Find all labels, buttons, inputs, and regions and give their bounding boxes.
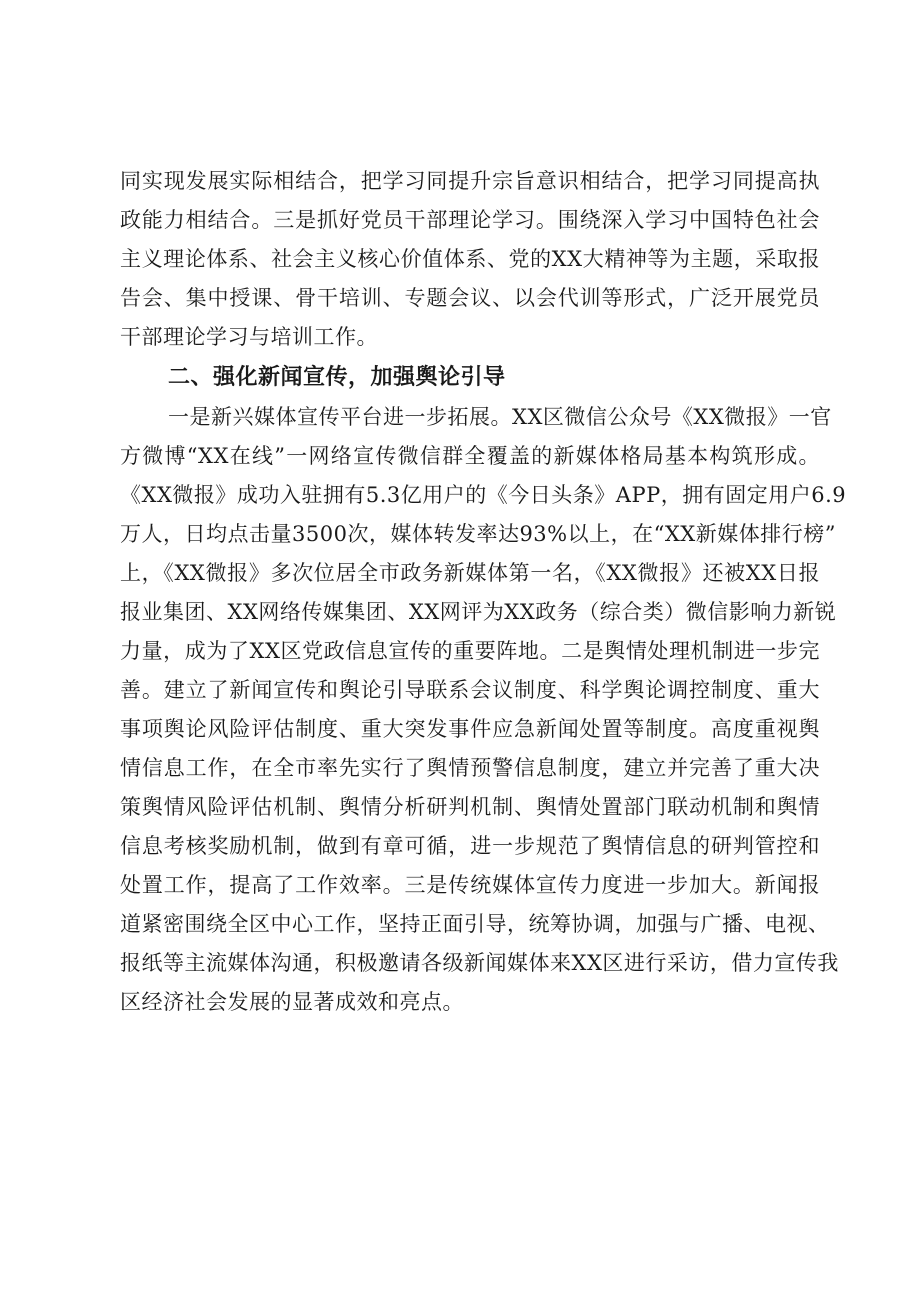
paragraph-2-line: 《XX微报》成功入驻拥有5.3亿用户的《今日头条》APP，拥有固定用户6.9 — [120, 483, 847, 507]
paragraph-1-line: 主义理论体系、社会主义核心价值体系、党的XX大精神等为主题，采取报 — [120, 247, 820, 271]
paragraph-1-line: 告会、集中授课、骨干培训、专题会议、以会代训等形式，广泛开展党员 — [120, 286, 820, 310]
paragraph-2-line: 万人，日均点击量3500次，媒体转发率达93%以上，在“XX新媒体排行榜” — [120, 522, 836, 546]
paragraph-2-line: 方微博“XX在线”一网络宣传微信群全覆盖的新媒体格局基本构筑形成。 — [120, 444, 820, 468]
paragraph-2-line: 报纸等主流媒体沟通，积极邀请各级新闻媒体来XX区进行采访，借力宣传我 — [120, 951, 839, 975]
paragraph-2-line: 信息考核奖励机制，做到有章可循，进一步规范了舆情信息的研判管控和 — [120, 834, 820, 858]
paragraph-2-line: 一是新兴媒体宣传平台进一步拓展。XX区微信公众号《XX微报》一官 — [168, 405, 832, 429]
section-heading: 二、强化新闻宣传，加强舆论引导 — [168, 365, 506, 390]
paragraph-2-line: 上，《XX微报》多次位居全市政务新媒体第一名，《XX微报》还被XX日报 — [120, 561, 820, 585]
paragraph-1-line: 干部理论学习与培训工作。 — [120, 325, 378, 349]
paragraph-2-line: 事项舆论风险评估制度、重大突发事件应急新闻处置等制度。高度重视舆 — [120, 717, 820, 741]
paragraph-2-line: 报业集团、XX网络传媒集团、XX网评为XX政务（综合类）微信影响力新锐 — [120, 600, 837, 624]
paragraph-2-line: 策舆情风险评估机制、舆情分析研判机制、舆情处置部门联动机制和舆情 — [120, 795, 820, 819]
paragraph-2-line: 区经济社会发展的显著成效和亮点。 — [120, 990, 464, 1014]
paragraph-2-line: 善。建立了新闻宣传和舆论引导联系会议制度、科学舆论调控制度、重大 — [120, 678, 820, 702]
paragraph-1-line: 同实现发展实际相结合，把学习同提升宗旨意识相结合，把学习同提高执 — [120, 169, 820, 193]
paragraph-2-line: 处置工作，提高了工作效率。三是传统媒体宣传力度进一步加大。新闻报 — [120, 873, 820, 897]
paragraph-2-line: 情信息工作，在全市率先实行了舆情预警信息制度，建立并完善了重大决 — [120, 756, 820, 780]
paragraph-2-line: 道紧密围绕全区中心工作，坚持正面引导，统筹协调，加强与广播、电视、 — [120, 912, 830, 936]
paragraph-2-line: 力量，成为了XX区党政信息宣传的重要阵地。二是舆情处理机制进一步完 — [120, 639, 820, 663]
paragraph-1-line: 政能力相结合。三是抓好党员干部理论学习。围绕深入学习中国特色社会 — [120, 208, 820, 232]
